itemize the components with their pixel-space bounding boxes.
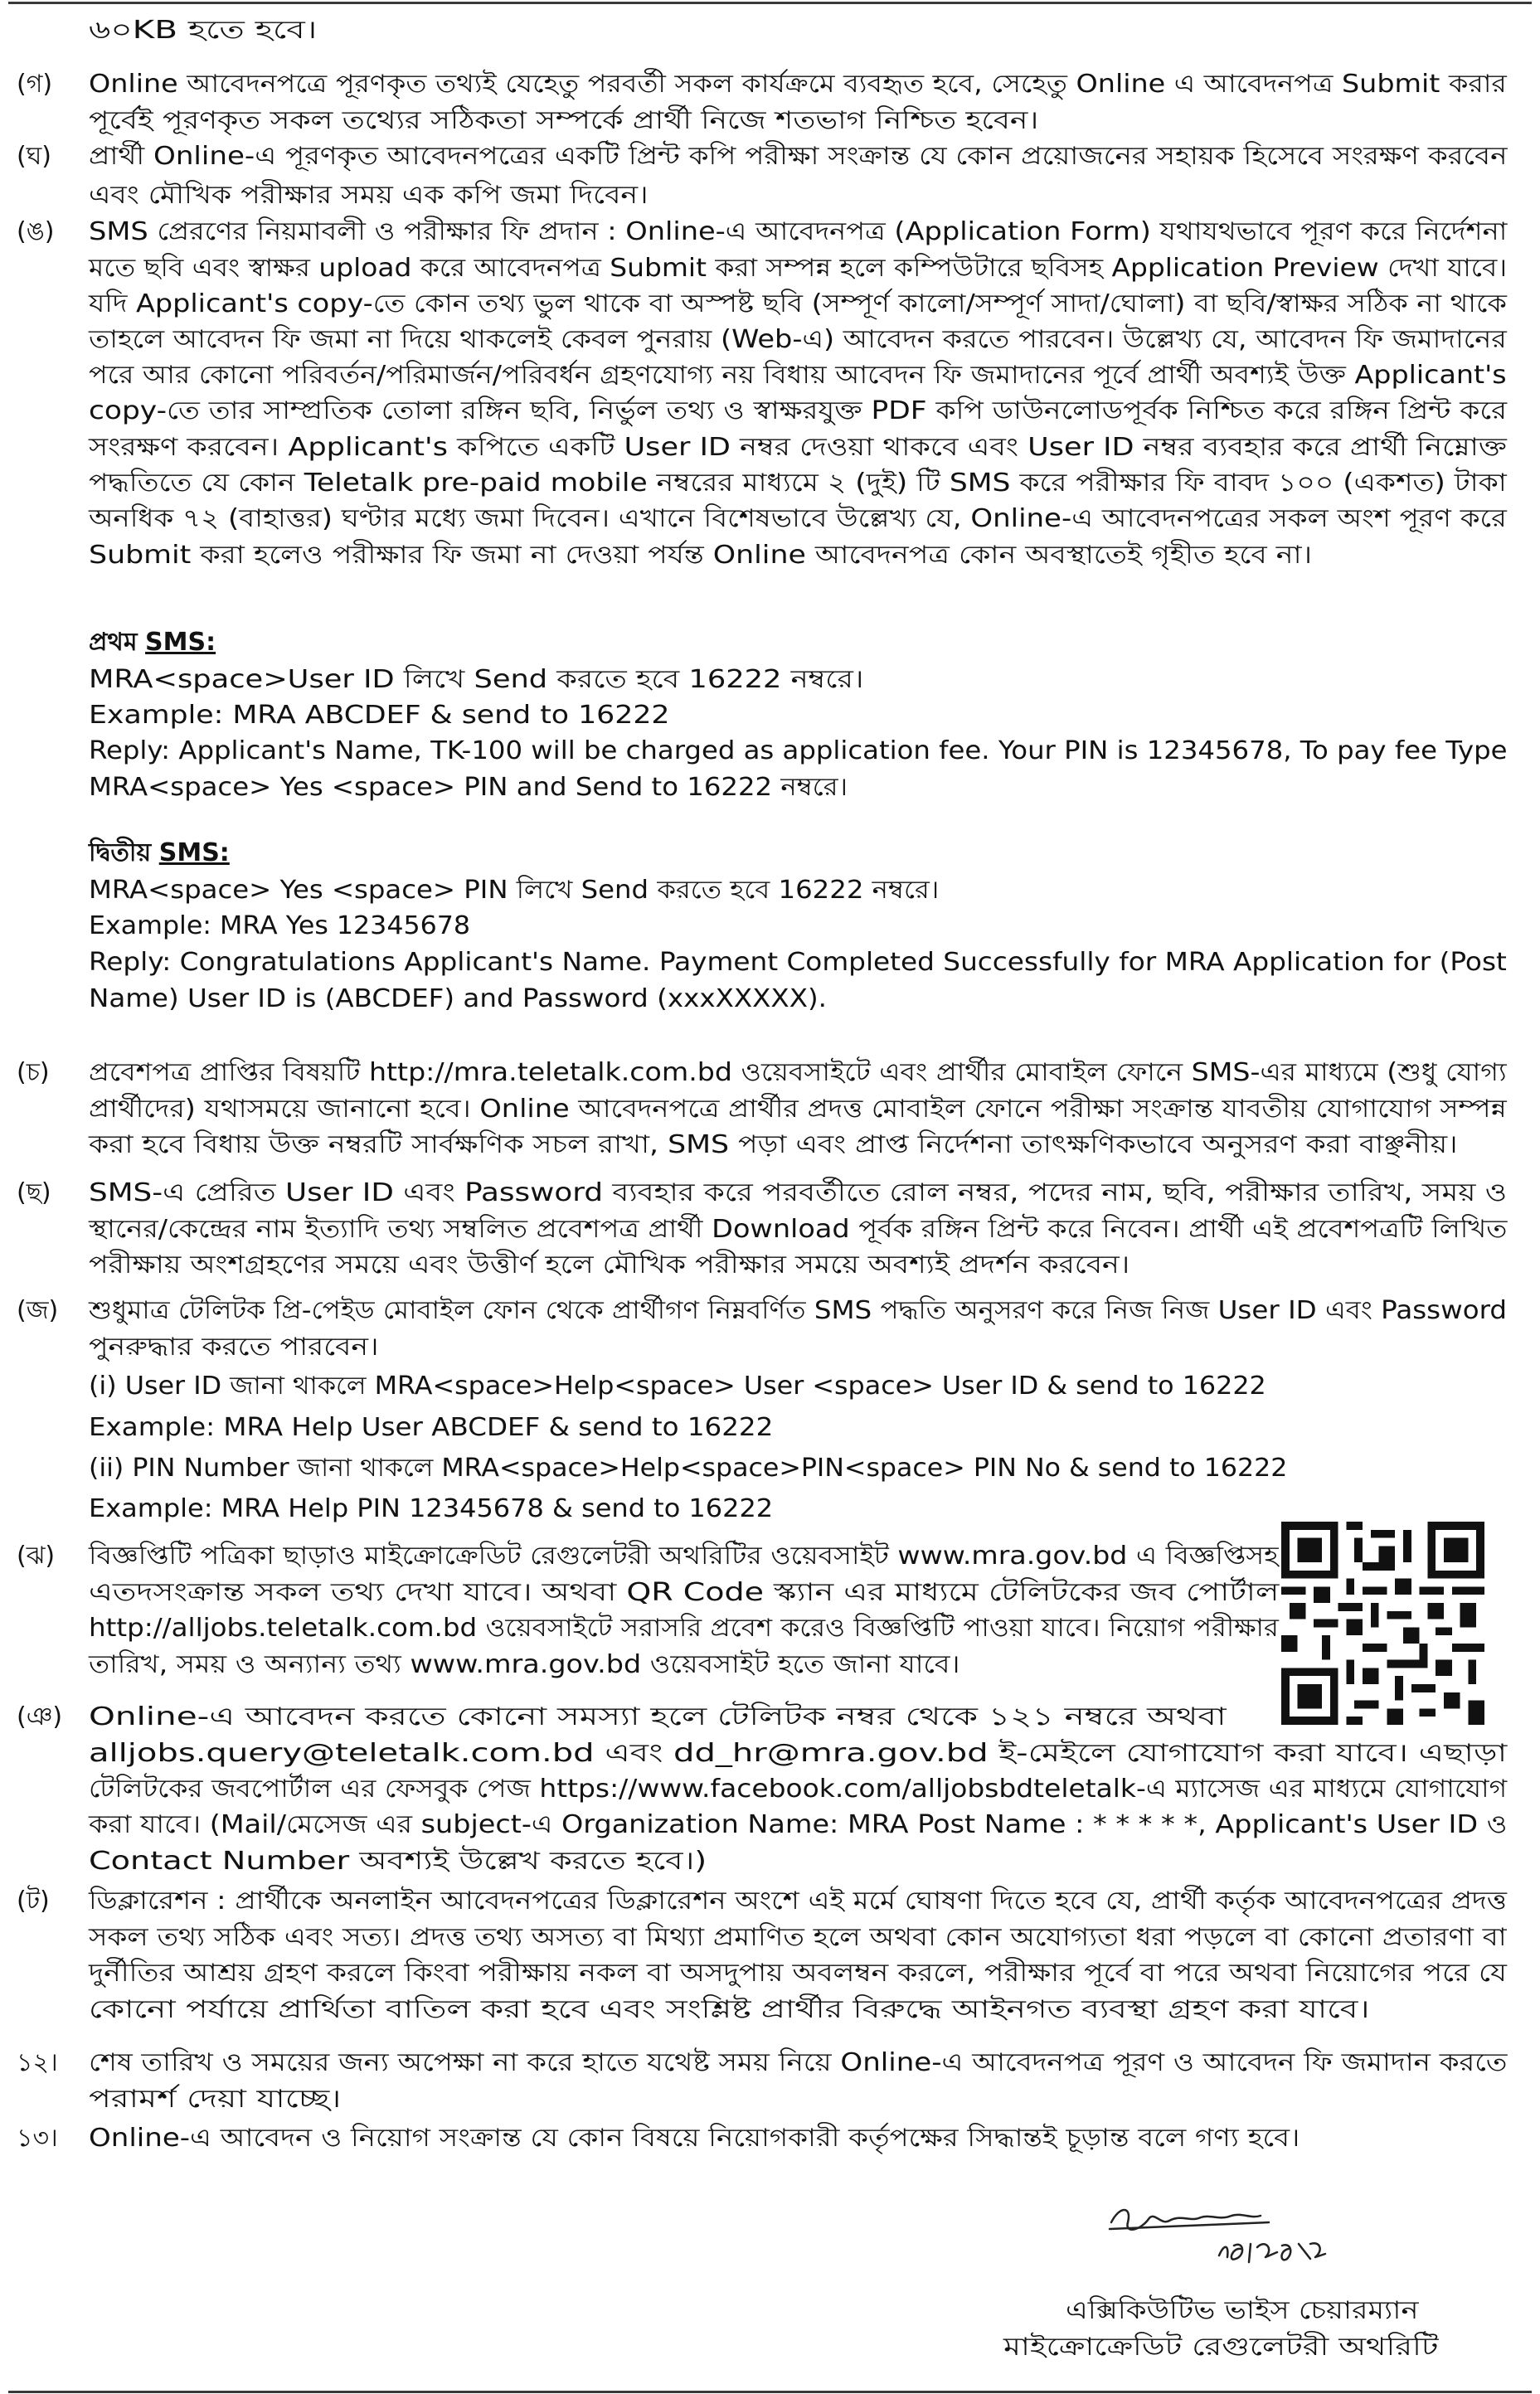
- text-line: http://alljobs.teletalk.com.bd ওয়েবসাইটে সরাসরি প্রবেশ করেও বিজ্ঞপ্তিটি পাওয়া যাবে। নিয়োগ পরীক্ষার: [89, 1614, 1279, 1643]
- item-marker-gha: (ঘ): [17, 142, 51, 171]
- text-line: পূর্বেই পূরণকৃত সকল তথ্যের সঠিকতা সম্পর্কে প্রার্থী নিজে শতভাগ নিশ্চিত হবেন।: [89, 106, 1039, 135]
- text-line: Reply: Applicant's Name, TK-100 will be charged as application fee. Your PIN is 12345678, To pay fee Type: [89, 736, 1508, 765]
- item-marker-nya: (ঞ): [17, 1702, 63, 1731]
- text-line: বিজ্ঞপ্তিটি পত্রিকা ছাড়াও মাইক্রোক্রেডিট রেগুলেটরী অথরিটির ওয়েবসাইট www.mra.gov.bd এ বিজ্ঞপ্তিসহ: [89, 1542, 1279, 1571]
- text-line: MRA<space> Yes <space> PIN লিখে Send করতে হবে 16222 নম্বরে।: [89, 876, 940, 905]
- text-line: Online আবেদনপত্রে পূরণকৃত তথ্যই যেহেতু পরবর্তী সকল কার্যক্রমে ব্যবহৃত হবে, সেহেতু Online এ আবেদনপত্র Submit করার: [89, 70, 1507, 99]
- first-sms-heading-word: প্রথম: [89, 628, 138, 657]
- text-line: (ii) PIN Number জানা থাকলে MRA<space>Help<space>PIN<space> PIN No & send to 16222: [89, 1454, 1288, 1483]
- item-marker-13: ১৩।: [17, 2124, 58, 2153]
- signatory-title: এক্সিকিউটিভ ভাইস চেয়ারম্যান: [1066, 2296, 1419, 2325]
- text-line: কোনো পর্যায়ে প্রার্থিতা বাতিল করা হবে এবং সংশ্লিষ্ট প্রার্থীর বিরুদ্ধে আইনগত ব্যবস্থা গ্রহণ করা যাবে।: [89, 1995, 1370, 2024]
- text-line: টেলিটকের জবপোর্টাল এর ফেসবুক পেজ https://www.facebook.com/alljobsbdteletalk-এ ম্যাসেজ এর মাধ্যমে যোগাযোগ: [89, 1775, 1508, 1804]
- text-line: পুনরুদ্ধার করতে পারবেন।: [89, 1333, 379, 1362]
- item-marker-ga: (গ): [17, 70, 53, 99]
- text-line: তারিখ, সময় ও অন্যান্য তথ্য www.mra.gov.bd ওয়েবসাইট হতে জানা যাবে।: [89, 1650, 960, 1679]
- text-line: (i) User ID জানা থাকলে MRA<space>Help<space> User <space> User ID & send to 16222: [89, 1372, 1266, 1401]
- item-marker-jha: (ঝ): [17, 1542, 56, 1571]
- text-line: পরামর্শ দেয়া যাচ্ছে।: [89, 2085, 342, 2114]
- text-line: MRA<space> Yes <space> PIN and Send to 16222 নম্বরে।: [89, 773, 848, 802]
- second-sms-heading-sms: SMS:: [158, 838, 230, 867]
- text-line: copy-তে তার সাম্প্রতিক তোলা রঙ্গিন ছবি, নির্ভুল তথ্য ও স্বাক্ষরযুক্ত PDF কপি ডাউনলোডপূর্বক নিশ্চিত করে রঙ্গিন প্রিন্ট করে: [89, 396, 1508, 425]
- item-marker-uma: (ঙ): [17, 217, 55, 246]
- qr-code-icon: [1281, 1522, 1484, 1725]
- text-line: করা যাবে। (Mail/মেসেজ এর subject-এ Organization Name: MRA Post Name : * * * * *, Applicant's User ID ও: [89, 1810, 1508, 1839]
- signature-icon: [1103, 2197, 1352, 2280]
- text-line: এতদসংক্রান্ত সকল তথ্য দেখা যাবে। অথবা QR Code স্ক্যান এর মাধ্যমে টেলিটকের জব পোর্টাল: [89, 1578, 1280, 1607]
- bottom-border: [8, 2391, 1532, 2393]
- text-line: SMS প্রেরণের নিয়মাবলী ও পরীক্ষার ফি প্রদান : Online-এ আবেদনপত্র (Application Form) যথাযথভাবে পূরণ করে নির্দেশনা: [89, 217, 1508, 246]
- text-line: ৬০KB হতে হবে।: [89, 16, 318, 45]
- text-line: Example: MRA ABCDEF & send to 16222: [89, 701, 670, 730]
- text-line: স্থানের/কেন্দ্রের নাম ইত্যাদি তথ্য সম্বলিত প্রবেশপত্র প্রার্থী Download পূর্বক রঙ্গিন প্রিন্ট করে নিবেন। প্রার্থী এই প্রবেশপত্রটি লিখিত: [89, 1215, 1508, 1244]
- text-line: Example: MRA Help PIN 12345678 & send to 16222: [89, 1494, 774, 1523]
- text-line: সংরক্ষণ করবেন। Applicant's কপিতে একটি User ID নম্বর দেওয়া থাকবে এবং User ID নম্বর ব্যবহার করে প্রার্থী নিম্নোক্ত: [89, 433, 1507, 462]
- text-line: Reply: Congratulations Applicant's Name. Payment Completed Successfully for MRA Application for (Post: [89, 948, 1507, 977]
- text-line: MRA<space>User ID লিখে Send করতে হবে 16222 নম্বরে।: [89, 665, 864, 694]
- text-line: করা হবে বিধায় উক্ত নম্বরটি সার্বক্ষণিক সচল রাখা, SMS পড়া এবং প্রাপ্ত নির্দেশনা তাৎক্ষণিকভাবে অনুসরণ করা বাঞ্ছনীয়।: [89, 1130, 1458, 1159]
- text-line: প্রবেশপত্র প্রাপ্তির বিষয়টি http://mra.teletalk.com.bd ওয়েবসাইটে এবং প্রার্থীর মোবাইল ফোনে SMS-এর মাধ্যমে (শুধু যোগ্য: [89, 1058, 1507, 1087]
- text-line: Online-এ আবেদন করতে কোনো সমস্যা হলে টেলিটক নম্বর থেকে ১২১ নম্বরে অথবা: [89, 1702, 1227, 1731]
- text-line: এবং মৌখিক পরীক্ষার সময় এক কপি জমা দিবেন।: [89, 181, 649, 210]
- text-line: পরে আর কোনো পরিবর্তন/পরিমার্জন/পরিবর্ধন গ্রহণযোগ্য নয় বিধায় আবেদন ফি জমাদানের পূর্বে প্রার্থী অবশ্যই উক্ত Applicant's: [89, 361, 1507, 390]
- text-line: Online-এ আবেদন ও নিয়োগ সংক্রান্ত যে কোন বিষয়ে নিয়োগকারী কর্তৃপক্ষের সিদ্ধান্তই চূড়ান্ত বলে গণ্য হবে।: [89, 2124, 1300, 2153]
- text-line: সকল তথ্য সঠিক এবং সত্য। প্রদত্ত তথ্য অসত্য বা মিথ্যা প্রমাণিত হলে অথবা কোন অযোগ্যতা ধরা পড়লে বা কোনো প্রতারণা বা: [89, 1923, 1507, 1952]
- text-line: দুর্নীতির আশ্রয় গ্রহণ করলে কিংবা পরীক্ষায় নকল বা অসদুপায় অবলম্বন করলে, পরীক্ষার পূর্বে বা পরে অথবা নিয়োগের পরে যে: [89, 1959, 1507, 1988]
- item-marker-12: ১২।: [17, 2048, 58, 2077]
- text-line: Example: MRA Yes 12345678: [89, 911, 471, 940]
- item-marker-ta: (ট): [17, 1887, 50, 1916]
- text-line: Example: MRA Help User ABCDEF & send to 16222: [89, 1413, 774, 1442]
- first-sms-heading-sms: SMS:: [145, 628, 216, 657]
- text-line: পরীক্ষায় অংশগ্রহণের সময়ে এবং উত্তীর্ণ হলে মৌখিক পরীক্ষার সময়ে অবশ্যই প্রদর্শন করবেন।: [89, 1250, 1130, 1280]
- text-line: পদ্ধতিতে যে কোন Teletalk pre-paid mobile নম্বরের মাধ্যমে ২ (দুই) টি SMS করে পরীক্ষার ফি বাবদ ১০০ (একশত) টাকা: [89, 469, 1507, 498]
- text-line: Name) User ID is (ABCDEF) and Password (xxxXXXXX).: [89, 984, 827, 1013]
- second-sms-heading: [89, 836, 230, 871]
- text-line: প্রার্থী Online-এ পূরণকৃত আবেদনপত্রের একটি প্রিন্ট কপি পরীক্ষা সংক্রান্ত যে কোন প্রয়োজনের সহায়ক হিসেবে সংরক্ষণ করবেন: [89, 142, 1508, 171]
- text-line: alljobs.query@teletalk.com.bd এবং dd_hr@mra.gov.bd ই-মেইলে যোগাযোগ করা যাবে। এছাড়া: [89, 1739, 1508, 1768]
- text-line: মতে ছবি এবং স্বাক্ষর upload করে আবেদনপত্র Submit করা সম্পন্ন হলে কম্পিউটারে ছবিসহ Application Preview দেখা যাবে।: [89, 254, 1508, 283]
- top-border: [8, 2, 1532, 4]
- text-line: অনধিক ৭২ (বাহাত্তর) ঘণ্টার মধ্যে জমা দিবেন। এখানে বিশেষভাবে উল্লেখ্য যে, Online-এ আবেদনপত্রের সকল অংশ পূরণ করে: [89, 504, 1507, 533]
- item-marker-ca: (চ): [17, 1058, 50, 1087]
- signatory-office: মাইক্রোক্রেডিট রেগুলেটরী অথরিটি: [1003, 2333, 1439, 2362]
- text-line: শেষ তারিখ ও সময়ের জন্য অপেক্ষা না করে হাতে যথেষ্ট সময় নিয়ে Online-এ আবেদনপত্র পূরণ ও আবেদন ফি জমাদান করতে: [89, 2048, 1508, 2077]
- item-marker-cha: (ছ): [17, 1178, 51, 1207]
- first-sms-heading: [89, 625, 216, 660]
- text-line: ডিক্লারেশন : প্রার্থীকে অনলাইন আবেদনপত্রের ডিক্লারেশন অংশে এই মর্মে ঘোষণা দিতে হবে যে, প্রার্থী কর্তৃক আবেদনপত্রের প্রদত্ত: [89, 1887, 1508, 1916]
- text-line: তাহলে আবেদন ফি জমা না দিয়ে থাকলেই কেবল পুনরায় (Web-এ) আবেদন করতে পারবেন। উল্লেখ্য যে, আবেদন ফি জমাদানের: [89, 325, 1507, 354]
- text-line: প্রার্থীদের) যথাসময়ে জানানো হবে। Online আবেদনপত্রে প্রার্থীর প্রদত্ত মোবাইল ফোনে পরীক্ষা সংক্রান্ত যাবতীয় যোগাযোগ সম্পন্ন: [89, 1095, 1507, 1124]
- text-line: শুধুমাত্র টেলিটক প্রি-পেইড মোবাইল ফোন থেকে প্রার্থীগণ নিম্নবর্ণিত SMS পদ্ধতি অনুসরণ করে নিজ নিজ User ID এবং Password: [89, 1296, 1508, 1325]
- text-line: Submit করা হলেও পরীক্ষার ফি জমা না দেওয়া পর্যন্ত Online আবেদনপত্র কোন অবস্থাতেই গৃহীত হবে না।: [89, 541, 1313, 570]
- text-line: যদি Applicant's copy-তে কোন তথ্য ভুল থাকে বা অস্পষ্ট ছবি (সম্পূর্ণ কালো/সম্পূর্ণ সাদা/ঘোলা) বা ছবি/স্বাক্ষর সঠিক না থাকে: [89, 289, 1507, 318]
- second-sms-heading-word: দ্বিতীয়: [89, 838, 152, 867]
- text-line: Contact Number অবশ্যই উল্লেখ করতে হবে।): [89, 1847, 707, 1876]
- item-marker-ja: (জ): [17, 1296, 59, 1325]
- text-line: SMS-এ প্রেরিত User ID এবং Password ব্যবহার করে পরবর্তীতে রোল নম্বর, পদের নাম, ছবি, পরীক্ষার তারিখ, সময় ও: [89, 1178, 1508, 1207]
